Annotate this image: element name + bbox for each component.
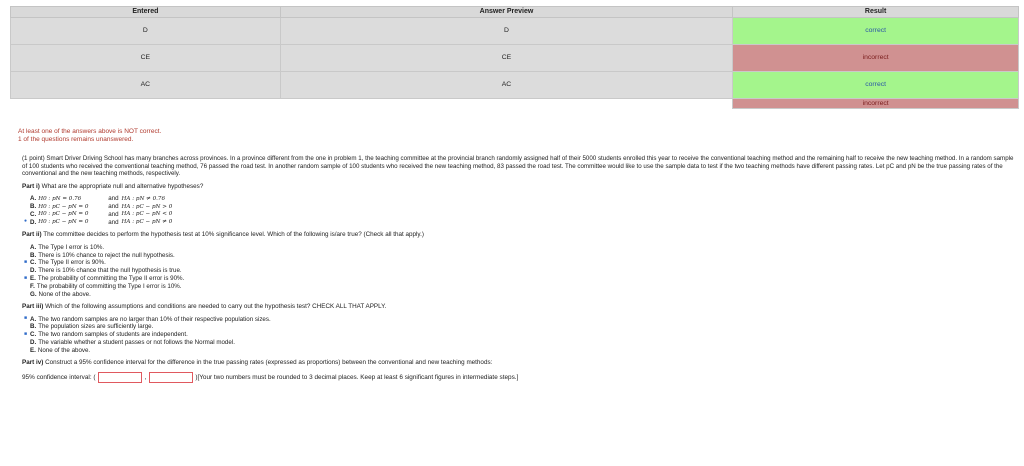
option-letter: A. — [30, 315, 37, 323]
preview-cell: CE — [280, 45, 733, 72]
part-i-label: Part i) — [22, 182, 40, 190]
alternative-hypothesis: HA : pC − pN ≠ 0 — [121, 219, 173, 226]
checked-box-icon: ■ — [24, 315, 28, 322]
results-table — [10, 6, 1019, 109]
preview-cell: AC — [280, 72, 733, 99]
option-text: The population sizes are sufficiently large. — [38, 323, 154, 331]
hypothesis-option-a[interactable] — [24, 195, 1018, 203]
part-ii-question: The committee decides to perform the hypothesis test at 10% significance level. Which of the following is/are true? (Check all that apply.) — [43, 231, 424, 239]
part-iii-title — [22, 303, 1018, 310]
error-option-b[interactable] — [24, 251, 1018, 259]
option-letter: C. — [30, 331, 37, 339]
option-letter: F. — [30, 282, 35, 290]
option-text: The Type I error is 10%. — [38, 243, 105, 251]
option-text: The Type II error is 90%. — [38, 259, 106, 267]
condition-option-e[interactable] — [24, 346, 1018, 354]
selected-radio-icon: ● — [24, 218, 28, 225]
option-letter: D. — [30, 338, 37, 346]
option-text: The probability of committing the Type II error is 90%. — [37, 274, 185, 282]
part-i-options — [24, 195, 1018, 226]
option-text: There is 10% chance that the null hypothesis is true. — [38, 267, 182, 275]
ci-lower-input[interactable] — [98, 372, 142, 383]
part-iii-question: Which of the following assumptions and conditions are needed to carry out the hypothesis test? CHECK ALL THAT APPLY. — [45, 303, 387, 311]
and-text: and — [108, 203, 119, 211]
part-iv-label: Part iv) — [22, 359, 44, 367]
and-text: and — [108, 210, 119, 218]
confidence-interval-row — [22, 372, 1018, 383]
option-letter: C. — [30, 259, 37, 267]
option-text: The variable whether a student passes or not follows the Normal model. — [38, 338, 235, 346]
part-ii-label: Part ii) — [22, 231, 42, 239]
part-iv-title — [22, 359, 1018, 366]
error-option-c[interactable] — [24, 259, 1018, 267]
entered-cell: AC — [11, 72, 281, 99]
error-option-a[interactable] — [24, 243, 1018, 251]
results-header-row — [11, 7, 1019, 18]
condition-option-d[interactable] — [24, 339, 1018, 347]
hypothesis-option-c[interactable] — [24, 211, 1018, 219]
option-letter: B. — [30, 251, 37, 259]
error-option-e[interactable] — [24, 275, 1018, 283]
feedback-messages — [18, 128, 161, 144]
part-ii-title — [22, 231, 1018, 238]
header-entered: Entered — [11, 7, 281, 18]
preview-cell-empty — [280, 99, 733, 109]
header-answer-preview: Answer Preview — [280, 7, 733, 18]
option-text: The two random samples of students are independent. — [38, 331, 188, 339]
result-cell-incorrect: incorrect — [733, 99, 1019, 109]
entered-cell: D — [11, 18, 281, 45]
table-row — [11, 45, 1019, 72]
result-cell-incorrect: incorrect — [733, 45, 1019, 72]
part-iii-label: Part iii) — [22, 303, 44, 311]
hypothesis-option-d[interactable] — [24, 218, 1018, 226]
ci-label: 95% confidence interval: ( — [22, 374, 96, 382]
not-correct-warning: At least one of the answers above is NOT correct. — [18, 128, 162, 135]
error-option-d[interactable] — [24, 267, 1018, 275]
error-option-f[interactable] — [24, 282, 1018, 290]
ci-upper-input[interactable] — [149, 372, 193, 383]
checked-box-icon: ■ — [24, 274, 28, 281]
hypothesis-option-b[interactable] — [24, 203, 1018, 211]
part-ii-options — [24, 243, 1018, 298]
null-hypothesis: H0 : pC − pN = 0 — [38, 211, 89, 218]
ci-close-paren: ) — [195, 374, 198, 382]
alternative-hypothesis: HA : pC − pN < 0 — [121, 211, 173, 218]
alternative-hypothesis: HA : pC − pN > 0 — [121, 203, 173, 210]
result-cell-correct: correct — [733, 72, 1019, 99]
entered-cell: CE — [11, 45, 281, 72]
option-text: The two random samples are no larger than 10% of their respective population sizes. — [38, 315, 271, 323]
checked-box-icon: ■ — [24, 330, 28, 337]
part-i-title — [22, 183, 1018, 190]
option-letter: B. — [30, 323, 37, 331]
option-text: The probability of committing the Type I error is 10%. — [36, 282, 182, 290]
condition-option-a[interactable] — [24, 315, 1018, 323]
error-option-g[interactable] — [24, 290, 1018, 298]
table-row — [11, 72, 1019, 99]
option-letter: B. — [30, 203, 37, 211]
option-letter: E. — [30, 274, 36, 282]
option-letter: C. — [30, 210, 37, 218]
option-letter: A. — [30, 243, 37, 251]
condition-option-c[interactable] — [24, 331, 1018, 339]
option-text: There is 10% chance to reject the null hypothesis. — [38, 251, 175, 259]
option-letter: D. — [30, 267, 37, 275]
null-hypothesis: H0 : pC − pN = 0 — [38, 203, 89, 210]
result-cell-correct: correct — [733, 18, 1019, 45]
condition-option-b[interactable] — [24, 323, 1018, 331]
part-iii-options — [24, 315, 1018, 354]
ci-rounding-note: [Your two numbers must be rounded to 3 decimal places. Keep at least 6 significant figures in intermediate steps.] — [197, 374, 519, 382]
table-row — [11, 18, 1019, 45]
and-text: and — [108, 195, 119, 203]
option-text: None of the above. — [38, 290, 91, 298]
option-letter: G. — [30, 290, 37, 298]
unanswered-warning: 1 of the questions remains unanswered. — [18, 136, 134, 143]
header-result: Result — [733, 7, 1019, 18]
problem-block — [22, 155, 1018, 383]
ci-separator: , — [144, 374, 147, 382]
checked-box-icon: ■ — [24, 259, 28, 266]
table-row — [11, 99, 1019, 109]
option-letter: A. — [30, 195, 37, 203]
problem-intro: (1 point) Smart Driver Driving School has many branches across provinces. In a province different from the one in problem 1, the teaching committee at the provincial branch randomly assigned half of their 5000 students enrolled this year to receive the conventional teaching method and the remaining half to receive the new teaching method. In a random sample of 100 students who received the conventional teaching method, 76 passed the road test. In another random sample of 100 students who received the new teaching method, 83 passed the road test. The committee would like to use the sample data to test if the two teaching methods have different passing rates. Let pC and pN be the true passing rates of the conventional and the new teaching methods, respectively. — [22, 155, 1014, 178]
entered-cell-empty — [11, 99, 281, 109]
alternative-hypothesis: HA : pN ≠ 0.76 — [121, 195, 166, 202]
part-i-question: What are the appropriate null and alternative hypotheses? — [41, 182, 204, 190]
part-iv-question: Construct a 95% confidence interval for the difference in the true passing rates (expressed as proportions) between the conventional and new teaching methods: — [45, 359, 493, 367]
and-text: and — [108, 218, 119, 226]
option-letter: E. — [30, 346, 36, 354]
null-hypothesis: H0 : pC − pN = 0 — [38, 219, 89, 226]
null-hypothesis: H0 : pN = 0.76 — [38, 195, 82, 202]
option-text: None of the above. — [37, 346, 91, 354]
preview-cell: D — [280, 18, 733, 45]
option-letter: D. — [30, 218, 37, 226]
